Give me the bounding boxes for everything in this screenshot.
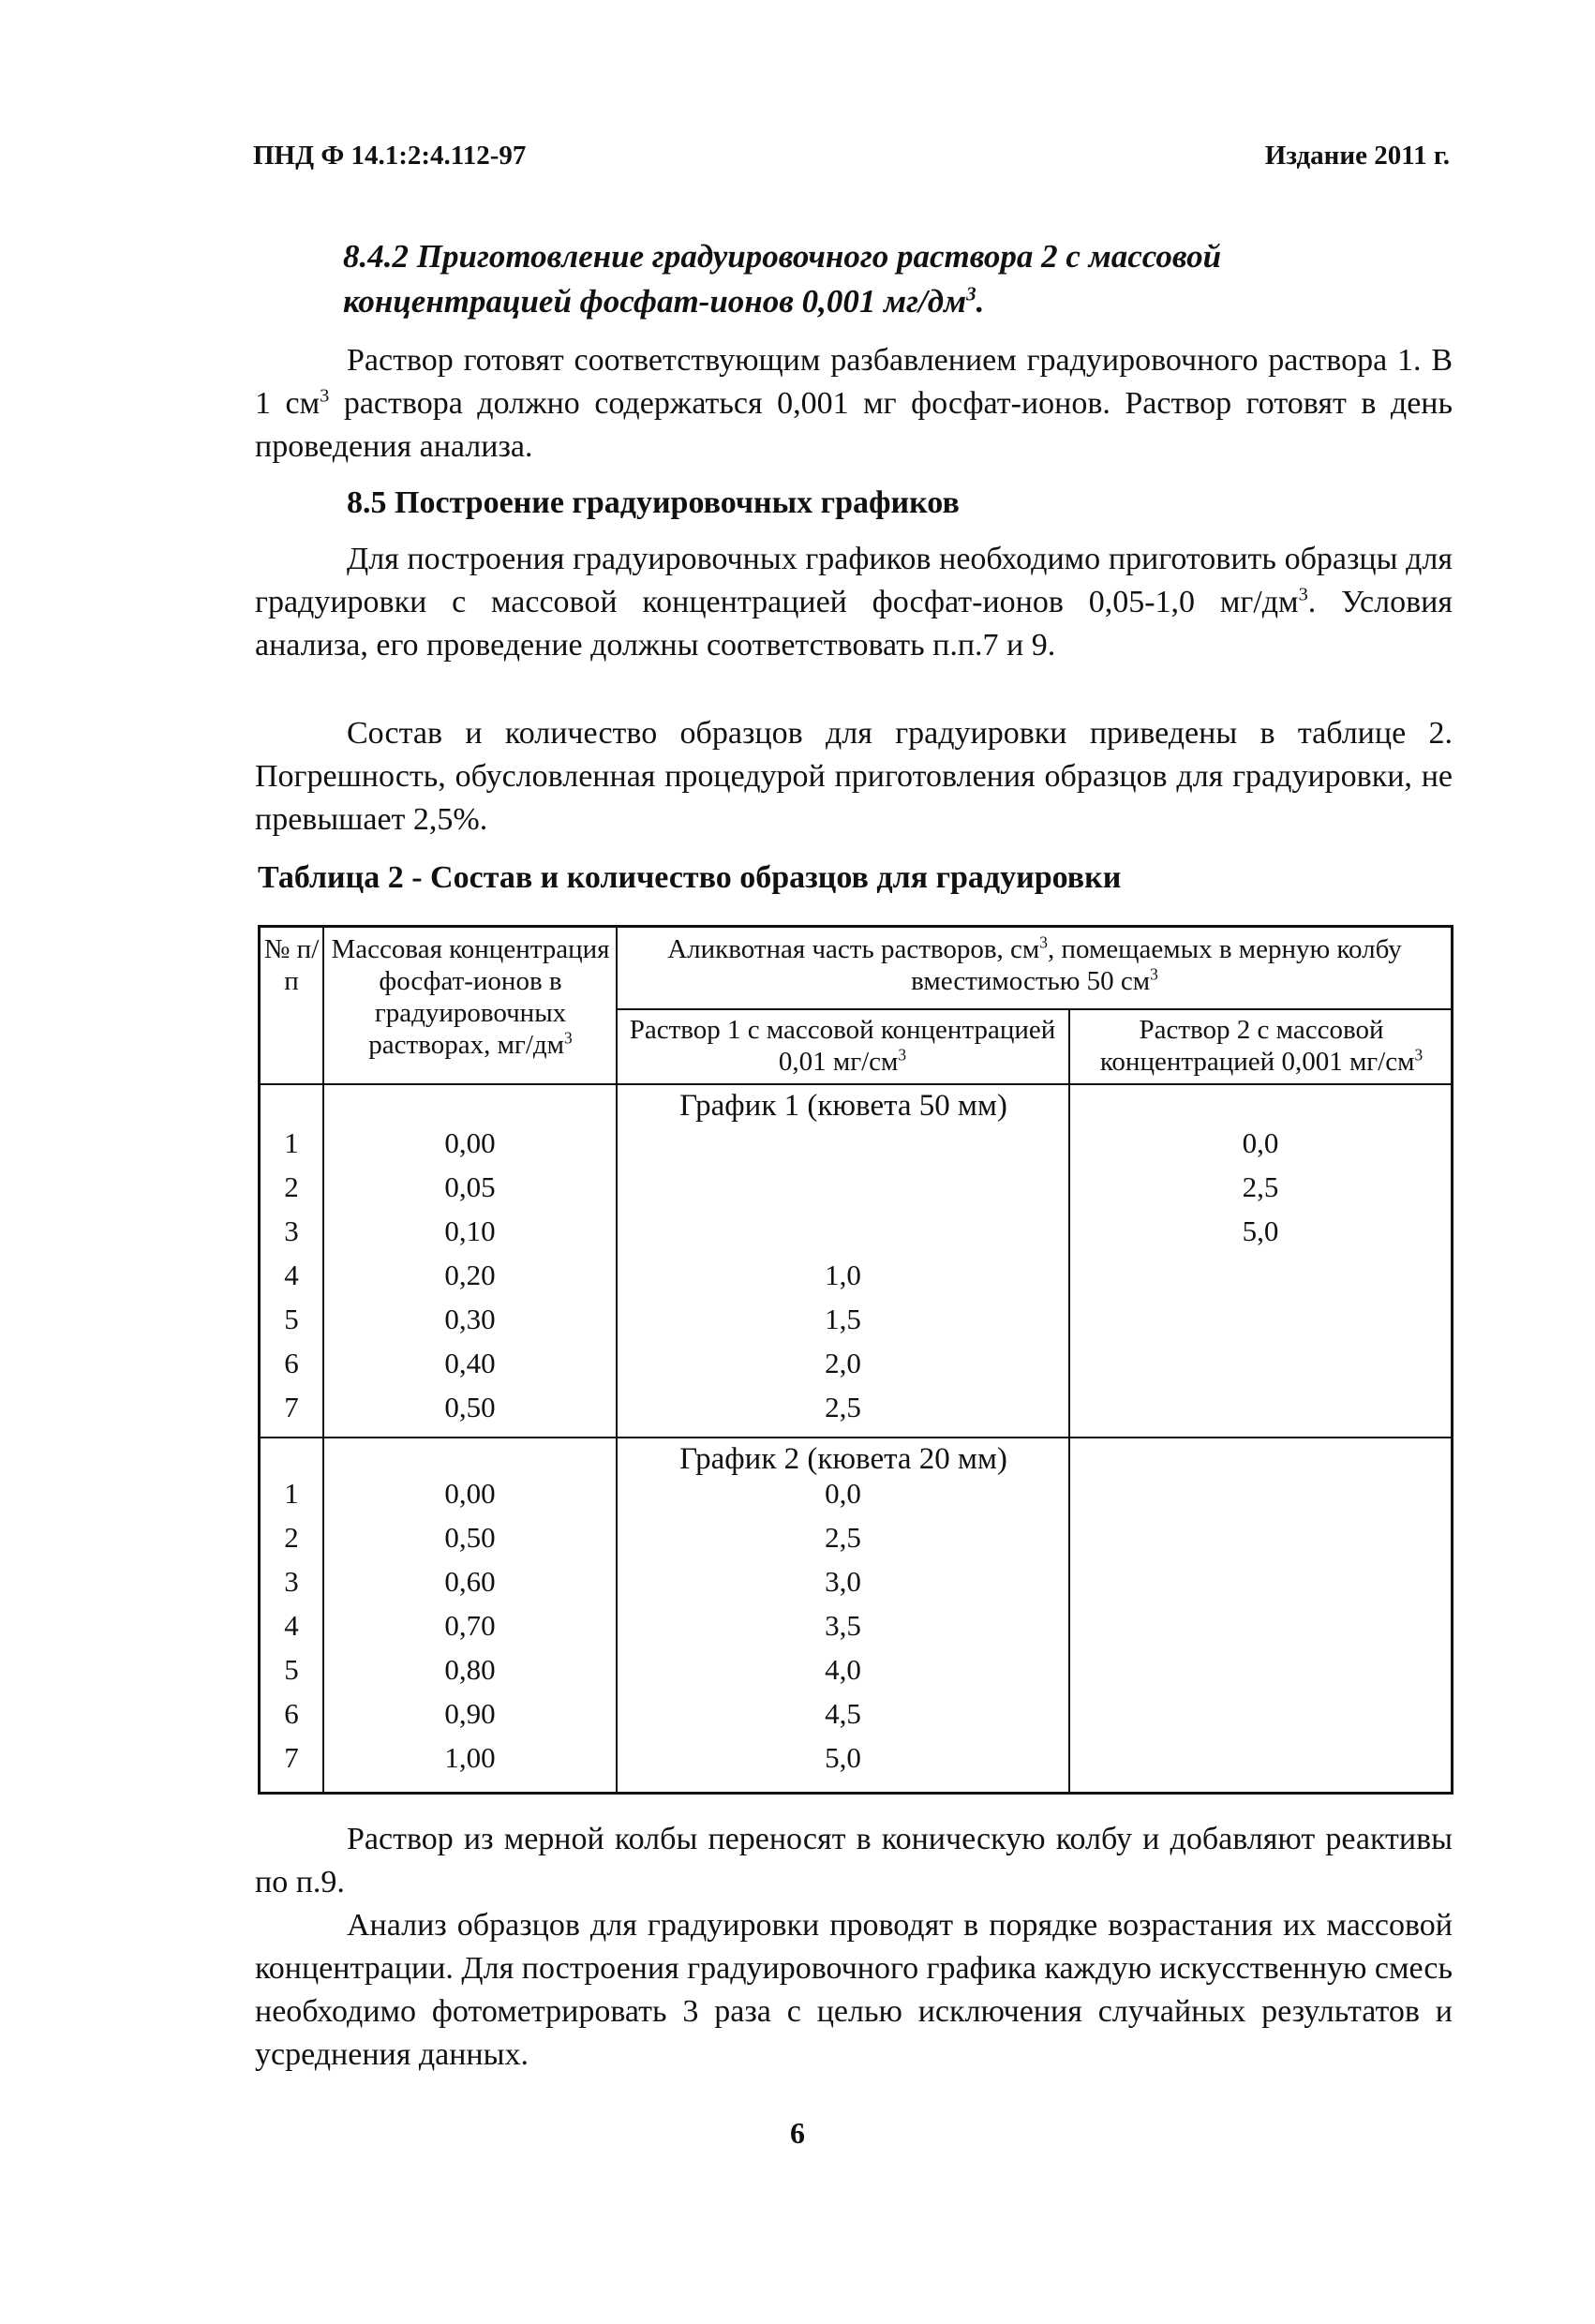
section-8-4-2-paragraph: Раствор готовят соответствующим разбавлением градуировочного раствора 1. В 1 $см^3$ раствора должно содержаться 0,001 мг фосфат-ионов. Раствор готовят в день проведения анализа.: [255, 343, 1453, 464]
row-solution-1: 4,5: [825, 1697, 861, 1730]
group-1-label: График 1 (кювета 50 мм): [679, 1089, 1007, 1123]
row-number: 1: [284, 1126, 299, 1159]
page-number: 6: [790, 2116, 805, 2150]
row-solution-1: 1,0: [825, 1259, 861, 1291]
row-concentration: 0,05: [444, 1170, 496, 1203]
section-8-5-title: 8.5 Построение градуировочных графиков: [347, 485, 960, 520]
row-number: 6: [284, 1697, 299, 1730]
row-concentration: 0,40: [444, 1347, 496, 1379]
column-header-aliquot: Аликвотная часть растворов, $см^3$, помещаемых в мерную колбу вместимостью 50 $см^3$: [667, 932, 1402, 996]
row-concentration: 0,90: [444, 1697, 496, 1730]
table-divider-group: [258, 1437, 1453, 1438]
table-border-right: [1451, 925, 1453, 1795]
section-8-5-paragraph-2: Состав и количество образцов для градуировки приведены в таблице 2. Погрешность, обусловленная процедурой приготовления образцов для градуировки, не превышает 2,5%.: [255, 716, 1453, 837]
table-title: Таблица 2 - Состав и количество образцов для градуировки: [258, 860, 1122, 895]
group-2-label: График 2 (кювета 20 мм): [679, 1442, 1007, 1476]
row-number: 6: [284, 1347, 299, 1379]
row-concentration: 0,20: [444, 1259, 496, 1291]
row-solution-2: 5,0: [1242, 1214, 1279, 1247]
row-solution-2: 0,0: [1242, 1126, 1279, 1159]
row-solution-2: 2,5: [1242, 1170, 1279, 1203]
table-divider-header: [258, 1083, 1453, 1085]
row-concentration: 0,30: [444, 1303, 496, 1335]
row-solution-1: 2,0: [825, 1347, 861, 1379]
row-number: 4: [284, 1609, 299, 1642]
edition-label: Издание 2011 г.: [1264, 141, 1450, 171]
row-solution-1: 4,0: [825, 1653, 861, 1686]
row-concentration: 0,00: [444, 1477, 496, 1510]
table-border-top: [258, 925, 1453, 928]
row-solution-1: 0,0: [825, 1477, 861, 1510]
row-concentration: 0,10: [444, 1214, 496, 1247]
column-header-solution-1: Раствор 1 с массовой концентрацией 0,01 $мг/см^3$: [629, 1015, 1056, 1077]
row-concentration: 0,50: [444, 1391, 496, 1423]
table-divider-subheader: [616, 1008, 1453, 1010]
section-8-4-2-title-line2: концентрацией фосфат-ионов 0,001 $мг/дм^3$.: [343, 282, 985, 320]
table-border-bottom: [258, 1792, 1453, 1795]
section-8-5-paragraph-1: Для построения градуировочных графиков необходимо приготовить образцы для градуировки с массовой концентрацией фосфат-ионов 0,05-1,0 $мг/дм^3$. Условия анализа, его проведение должны соответствовать п.п.7 и 9.: [255, 542, 1453, 663]
row-solution-1: 3,5: [825, 1609, 861, 1642]
row-number: 2: [284, 1521, 299, 1554]
after-table-paragraph-1: Раствор из мерной колбы переносят в коническую колбу и добавляют реактивы по п.9.: [255, 1822, 1453, 1899]
row-number: 2: [284, 1170, 299, 1203]
row-solution-1: 2,5: [825, 1521, 861, 1554]
row-concentration: 0,80: [444, 1653, 496, 1686]
row-concentration: 0,70: [444, 1609, 496, 1642]
row-number: 5: [284, 1653, 299, 1686]
row-concentration: 0,50: [444, 1521, 496, 1554]
row-number: 3: [284, 1214, 299, 1247]
row-solution-1: 2,5: [825, 1391, 861, 1423]
row-solution-1: 5,0: [825, 1741, 861, 1774]
column-header-number: № п/п: [263, 934, 320, 996]
row-number: 1: [284, 1477, 299, 1510]
column-header-concentration: Массовая концентрация фосфат-ионов в градуировочных растворах, $мг/дм^3$: [331, 934, 610, 1060]
row-concentration: 1,00: [444, 1741, 496, 1774]
row-concentration: 0,00: [444, 1126, 496, 1159]
row-number: 7: [284, 1741, 299, 1774]
row-number: 7: [284, 1391, 299, 1423]
row-number: 5: [284, 1303, 299, 1335]
row-solution-1: 3,0: [825, 1565, 861, 1598]
row-solution-1: 1,5: [825, 1303, 861, 1335]
section-8-4-2-title: [343, 234, 1453, 324]
section-8-4-2-title-line1: 8.4.2 Приготовление градуировочного раствора 2 с массовой: [343, 238, 1222, 275]
document-code: ПНД Ф 14.1:2:4.112-97: [253, 141, 527, 171]
row-concentration: 0,60: [444, 1565, 496, 1598]
after-table-paragraph-2: Анализ образцов для градуировки проводят в порядке возрастания их массовой концентрации. Для построения градуировочного графика каждую искусственную смесь необходимо фотометрировать 3 раза с целью исключения случайных результатов и усреднения данных.: [255, 1908, 1453, 2072]
row-number: 4: [284, 1259, 299, 1291]
column-header-solution-2: Раствор 2 с массовой концентрацией 0,001 $мг/см^3$: [1099, 1015, 1424, 1077]
row-number: 3: [284, 1565, 299, 1598]
